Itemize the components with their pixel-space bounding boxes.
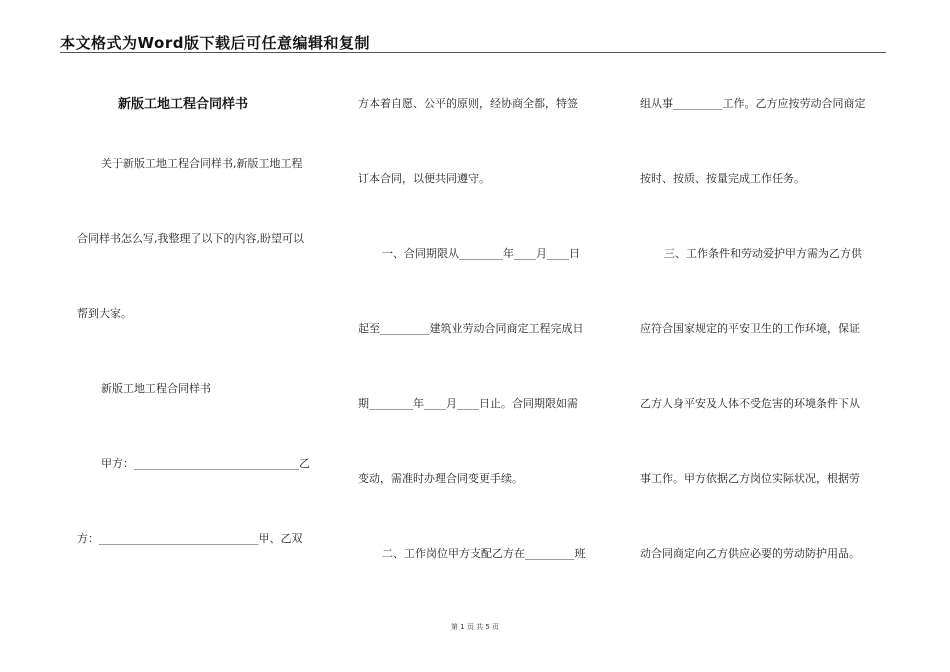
page-footer: 第 1 页 共 5 页 [450,623,500,631]
body-line: 一、合同期限从________年____月____日 [382,247,580,260]
body-line: 方本着自愿、公平的原则，经协商全都，特签 [358,97,578,110]
body-line: 二、工作岗位甲方支配乙方在_________班 [382,547,586,560]
body-line: 事工作。甲方依据乙方岗位实际状况，根据劳 [640,472,860,485]
body-line: 应符合国家规定的平安卫生的工作环境，保证 [640,322,860,335]
body-line: 动合同商定向乙方供应必要的劳动防护用品。 [640,547,860,560]
body-line: 方：_____________________________甲、乙双 [77,532,303,545]
body-line: 按时、按质、按量完成工作任务。 [640,172,805,185]
page-header [60,32,886,53]
body-line: 合同样书怎么写,我整理了以下的内容,盼望可以 [77,232,304,245]
body-line: 期________年____月____日止。合同期限如需 [358,397,578,410]
document-title: 新版工地工程合同样书 [118,97,249,112]
body-line: 变动，需准时办理合同变更手续。 [358,472,523,485]
body-line: 甲方：______________________________乙 [101,457,310,470]
body-line: 起至_________建筑业劳动合同商定工程完成日 [358,322,584,335]
body-line: 组从事_________工作。乙方应按劳动合同商定 [640,97,866,110]
header-text: 本文格式为Word版下载后可任意编辑和复制 [60,34,370,52]
body-line: 三、工作条件和劳动爱护甲方需为乙方供 [664,247,862,260]
body-line: 乙方人身平安及人体不受危害的环境条件下从 [640,397,860,410]
body-line: 关于新版工地工程合同样书,新版工地工程 [101,157,303,170]
body-line: 帮到大家。 [77,307,132,320]
body-line: 订本合同，以便共同遵守。 [358,172,490,185]
body-line: 新版工地工程合同样书 [101,382,211,395]
